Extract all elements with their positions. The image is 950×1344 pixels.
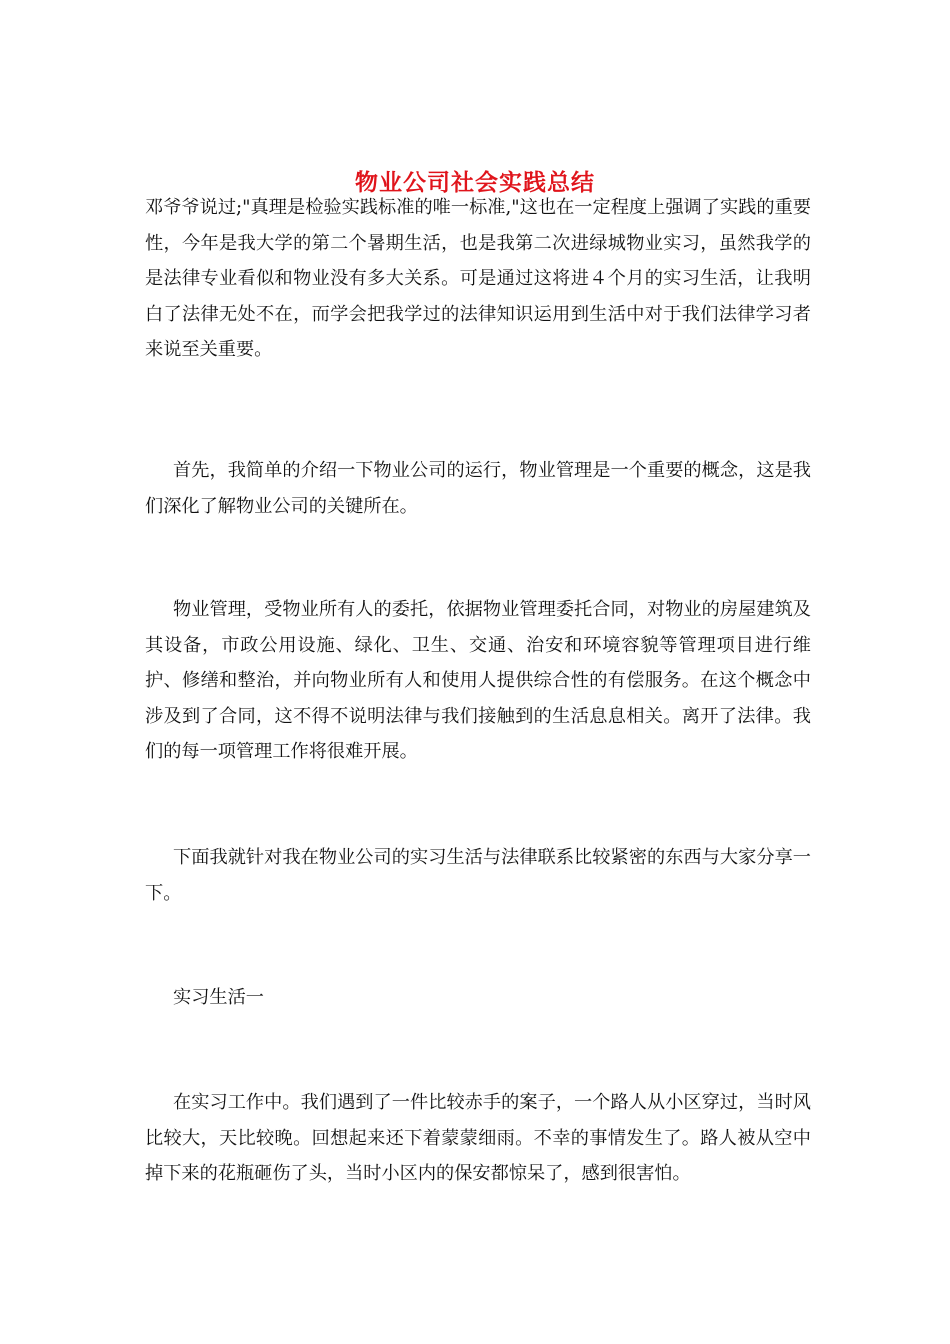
paragraph-intro: 邓爷爷说过;"真理是检验实践标准的唯一标准,"这也在一定程度上强调了实践的重要性，今年是我大学的第二个暑期生活，也是我第二次进绿城物业实习，虽然我学的是法律专业看似和物业没有多大关系。可是通过这将进４个月的实习生活，让我明白了法律无处不在，而学会把我学过的法律知识运用到生活中对于我们法律学习者来说至关重要。 (145, 197, 811, 360)
document-title: 物业公司社会实践总结 (355, 169, 595, 197)
paragraph-first: 首先，我简单的介绍一下物业公司的运行，物业管理是一个重要的概念，这是我们深化了解物业公司的关键所在。 (145, 460, 811, 517)
paragraph-share: 下面我就针对我在物业公司的实习生活与法律联系比较紧密的东西与大家分享一下。 (145, 847, 811, 904)
section-heading-internship-one: 实习生活一 (173, 987, 264, 1008)
paragraph-definition: 物业管理，受物业所有人的委托，依据物业管理委托合同，对物业的房屋建筑及其设备，市政公用设施、绿化、卫生、交通、治安和环境容貌等管理项目进行维护、修缮和整治，并向物业所有人和使用人提供综合性的有偿服务。在这个概念中涉及到了合同，这不得不说明法律与我们接触到的生活息息相关。离开了法律。我们的每一项管理工作将很难开展。 (145, 599, 811, 762)
paragraph-case: 在实习工作中。我们遇到了一件比较赤手的案子，一个路人从小区穿过，当时风比较大，天比较晚。回想起来还下着蒙蒙细雨。不幸的事情发生了。路人被从空中掉下来的花瓶砸伤了头，当时小区内的保安都惊呆了，感到很害怕。 (145, 1092, 811, 1184)
